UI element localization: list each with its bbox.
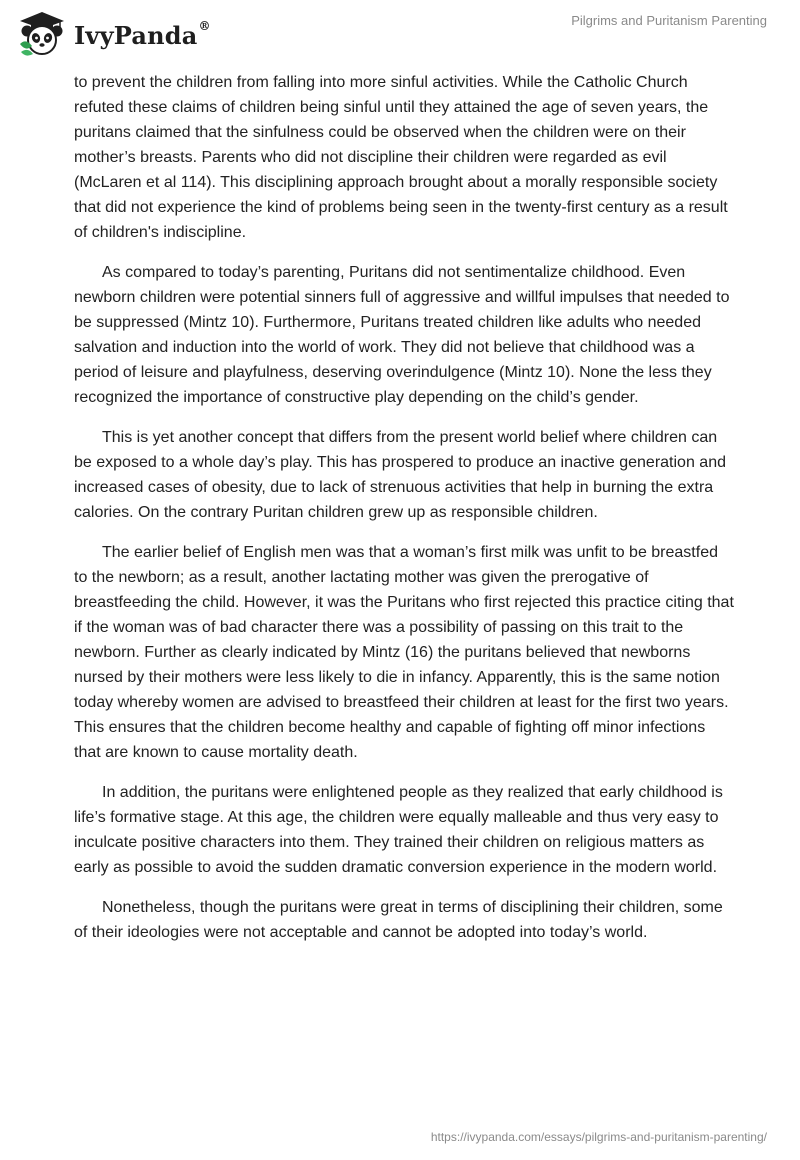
panda-graduate-icon (16, 10, 68, 58)
paragraph: This is yet another concept that differs from the present world belief where children can be exposed to a whole day’s play. This has prospered to produce an inactive generation and increased cases of obesity, due to lack of strenuous activities that help in burning the extra calories. On the contrary Puritan children grew up as responsible children. (74, 429, 726, 521)
document-title: Pilgrims and Puritanism Parenting (571, 13, 767, 28)
ivypanda-logo[interactable] (16, 10, 211, 58)
essay-body (74, 70, 734, 960)
paragraph: The earlier belief of English men was that a woman’s first milk was unfit to be breastfed to the newborn; as a result, another lactating mother was given the prerogative of breastfeeding the child. However, it was the Puritans who first rejected this practice citing that if the woman was of bad character there was a possibility of passing on this trait to the newborn. Further as clearly indicated by Mintz (16) the puritans believed that newborns nursed by their mothers were less likely to die in infancy. Apparently, this is the same notion today whereby women are advised to breastfeed their children at least for the first two years. This ensures that the children become healthy and capable of fighting off minor infections that are known to cause mortality death. (74, 544, 734, 761)
page-header (0, 0, 800, 72)
paragraph: to prevent the children from falling into more sinful activities. While the Catholic Church refuted these claims of children being sinful until they attained the age of seven years, the puritans claimed that the sinfulness could be observed when the children were on their mother’s breasts. Parents who did not discipline their children were regarded as evil (McLaren et al 114). This disciplining approach brought about a morally responsible society that did not experience the kind of problems being seen in the twenty-first century as a result of children's indiscipline. (74, 74, 728, 241)
source-url-link[interactable]: https://ivypanda.com/essays/pilgrims-and-puritanism-parenting/ (430, 1130, 767, 1144)
paragraph: In addition, the puritans were enlightened people as they realized that early childhood is life’s formative stage. At this age, the children were equally malleable and thus very easy to inculcate positive characters into them. They trained their children on religious matters as early as possible to avoid the sudden dramatic conversion experience in the modern world. (74, 784, 723, 876)
paragraph: As compared to today’s parenting, Puritans did not sentimentalize childhood. Even newborn children were potential sinners full of aggressive and willful impulses that needed to be suppressed (Mintz 10). Furthermore, Puritans treated children like adults who needed salvation and induction into the world of work. They did not believe that childhood was a period of leisure and playfulness, deserving overindulgence (Mintz 10). None the less they recognized the importance of constructive play depending on the child’s gender. (74, 264, 730, 406)
paragraph: Nonetheless, though the puritans were great in terms of disciplining their children, some of their ideologies were not acceptable and cannot be adopted into today’s world. (74, 899, 723, 941)
brand-name: IvyPanda® (74, 18, 211, 50)
